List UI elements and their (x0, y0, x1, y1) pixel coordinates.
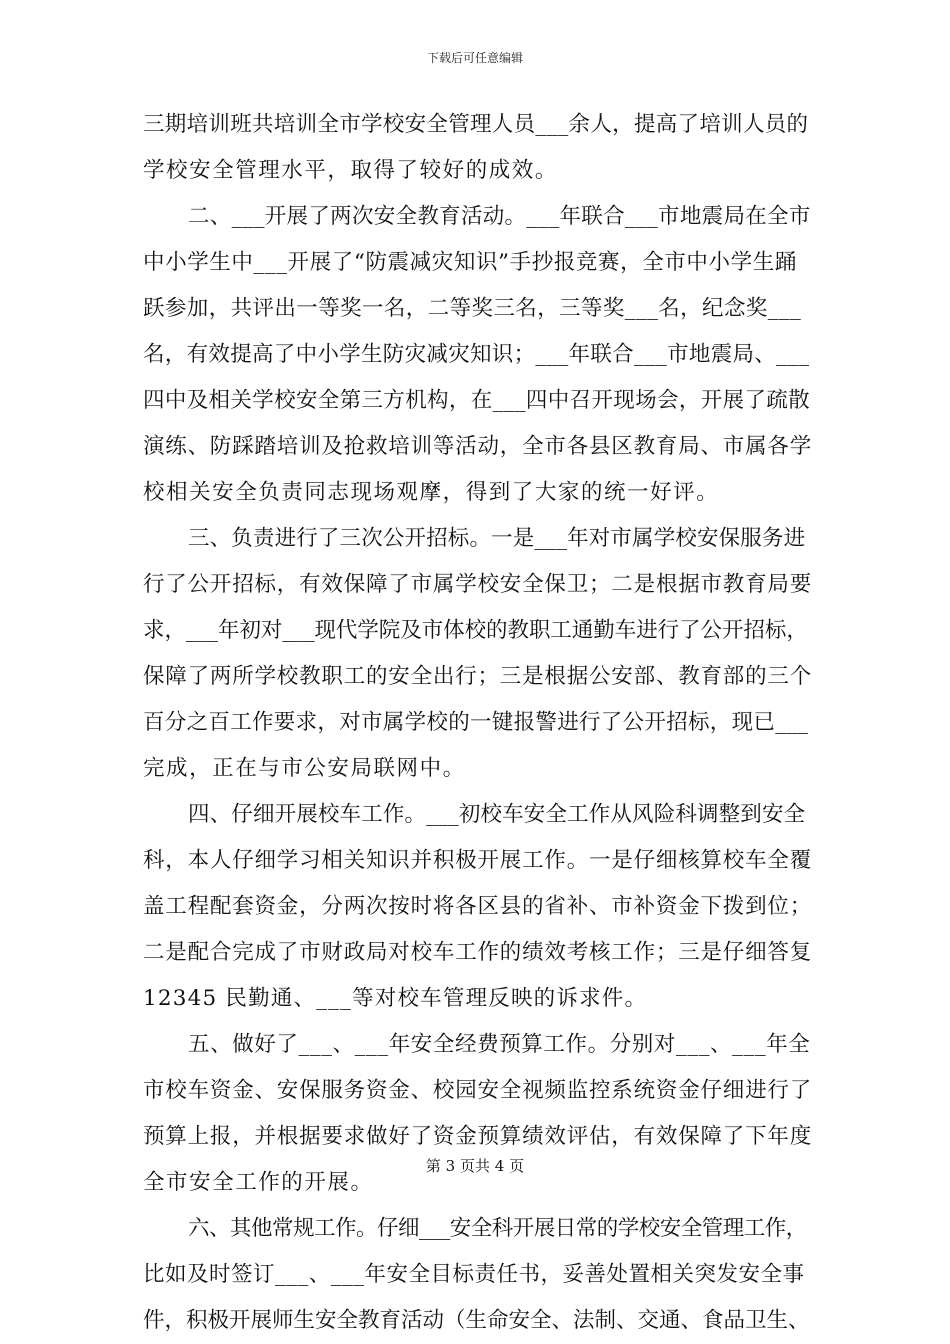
text-line (0, 1298, 950, 1344)
page-number: 第 3 页共 4 页 (425, 1157, 525, 1175)
line-text: 全市安全工作的开展。 (143, 1170, 374, 1195)
text-line (0, 1068, 950, 1114)
line-text: 市校车资金、安保服务资金、校园安全视频监控系统资金仔细进行了 (143, 1078, 813, 1103)
page-header-note: 下载后可任意编辑 (426, 51, 523, 65)
line-text: 二、___开展了两次安全教育活动。___年联合___市地震局在全市 (188, 204, 811, 229)
line-text: 科，本人仔细学习相关知识并积极开展工作。一是仔细核算校车全覆 (143, 848, 813, 873)
text-line (0, 838, 950, 884)
line-text: 二是配合完成了市财政局对校车工作的绩效考核工作；三是仔细答复 (143, 940, 813, 965)
text-line (0, 286, 950, 332)
paragraph-four-school-bus (0, 792, 950, 1022)
line-text: 求，___年初对___现代学院及市体校的教职工通勤车进行了公开招标， (143, 618, 808, 643)
line-text: 保障了两所学校教职工的安全出行；三是根据公安部、教育部的三个 (143, 664, 813, 689)
text-line (0, 1206, 950, 1252)
text-line (0, 654, 950, 700)
text-line (0, 102, 950, 148)
text-line (0, 148, 950, 194)
line-text: 三、负责进行了三次公开招标。一是___年对市属学校安保服务进 (188, 526, 806, 551)
line-text: 12345 民勤通、___等对校车管理反映的诉求件。 (143, 986, 648, 1011)
text-line (0, 1114, 950, 1160)
text-line (0, 194, 950, 240)
text-line (0, 378, 950, 424)
text-line (0, 792, 950, 838)
line-text: 行了公开招标，有效保障了市属学校安全保卫；二是根据市教育局要 (143, 572, 813, 597)
line-text: 件，积极开展师生安全教育活动（生命安全、法制、交通、食品卫生、 (143, 1308, 810, 1333)
line-text: 中小学生中___开展了“防震减灾知识”手抄报竞赛，全市中小学生踊 (143, 250, 797, 275)
text-line (0, 562, 950, 608)
line-text: 跃参加，共评出一等奖一名，二等奖三名，三等奖___名，纪念奖___ (143, 296, 802, 321)
paragraph-three-public-tenders (0, 516, 950, 792)
line-text: 名，有效提高了中小学生防灾减灾知识；___年联合___市地震局、___ (143, 342, 810, 367)
line-text: 校相关安全负责同志现场观摩，得到了大家的统一好评。 (143, 480, 720, 505)
line-text: 三期培训班共培训全市学校安全管理人员___余人，提高了培训人员的 (143, 112, 809, 137)
text-line (0, 746, 950, 792)
text-line (0, 470, 950, 516)
line-text: 盖工程配套资金，分两次按时将各区县的省补、市补资金下拨到位； (143, 894, 813, 919)
line-text: 预算上报，并根据要求做好了资金预算绩效评估，有效保障了下年度 (143, 1124, 813, 1149)
paragraph-continuation (0, 102, 950, 194)
paragraph-five-budget (0, 1022, 950, 1206)
line-text: 六、其他常规工作。仔细___安全科开展日常的学校安全管理工作， (188, 1216, 807, 1241)
text-line (0, 516, 950, 562)
text-line (0, 930, 950, 976)
line-text: 学校安全管理水平，取得了较好的成效。 (143, 158, 558, 183)
text-line (0, 608, 950, 654)
line-text: 演练、防踩踏培训及抢救培训等活动，全市各县区教育局、市属各学 (143, 434, 813, 459)
text-line (0, 1252, 950, 1298)
paragraph-two-education-activities (0, 194, 950, 516)
text-line (0, 700, 950, 746)
text-line (0, 240, 950, 286)
paragraph-six-routine-work (0, 1206, 950, 1344)
line-text: 四、仔细开展校车工作。___初校车安全工作从风险科调整到安全 (188, 802, 806, 827)
line-text: 四中及相关学校安全第三方机构，在___四中召开现场会，开展了疏散 (143, 388, 810, 413)
line-text: 比如及时签订___、___年安全目标责任书，妥善处置相关突发安全事 (143, 1262, 805, 1287)
text-line (0, 976, 950, 1022)
line-text: 百分之百工作要求，对市属学校的一键报警进行了公开招标，现已___ (143, 710, 809, 735)
text-line (0, 424, 950, 470)
text-line (0, 1022, 950, 1068)
text-line (0, 332, 950, 378)
line-text: 完成，正在与市公安局联网中。 (143, 756, 466, 781)
text-line (0, 884, 950, 930)
line-text: 五、做好了___、___年安全经费预算工作。分别对___、___年全 (188, 1032, 811, 1057)
